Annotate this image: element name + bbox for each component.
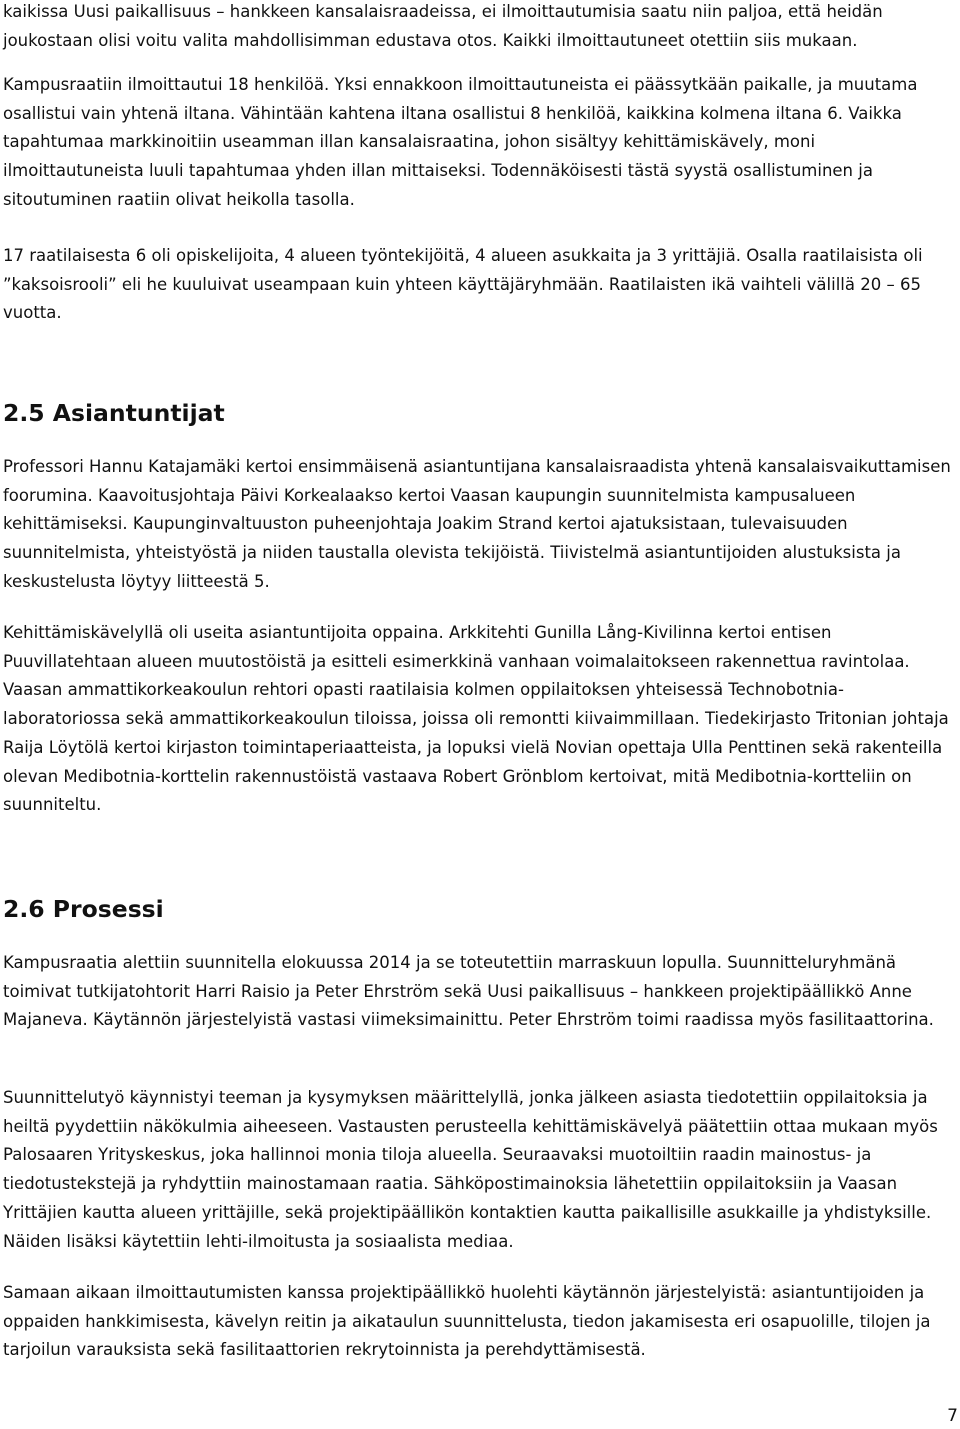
section-25-paragraph-1: Professori Hannu Katajamäki kertoi ensimmäisenä asiantuntijana kansalaisraadista yhtenä kansalaisvaikuttamisen foorumina. Kaavoitusjohtaja Päivi Korkealaakso kertoi Vaasan kaupungin suunnitelmista kampusalueen kehittämiseksi. Kaupunginvaltuuston puheenjohtaja Joakim Strand kertoi ajatuksistaan, tulevaisuuden suunnitelmista, yhteistyöstä ja niiden taustalla olevista tekijöistä. Tiivistelmä asiantuntijoiden alustuksista ja keskustelusta löytyy liitteestä 5. [3,457,951,591]
section-26-paragraph-2: Suunnittelutyö käynnistyi teeman ja kysymyksen määrittelyllä, jonka jälkeen asiasta tiedotettiin oppilaitoksia ja heiltä pyydettiin näkökulmia aiheeseen. Vastausten perusteella kehittämiskävelyä päätettiin ottaa mukaan myös Palosaaren Yrityskeskus, joka hallinnoi monia tiloja alueella. Seuraavaksi muotoiltiin raadin mainostus- ja tiedotustekstejä ja ryhdyttiin mainostamaan raatia. Sähköpostimainoksia lähetettiin oppilaitoksiin ja Vaasan Yrittäjien kautta alueen yrittäjille, sekä projektipäällikön kontaktien kautta paikallisille asukkaille ja yhdistyksille. Näiden lisäksi käytettiin lehti-ilmoitusta ja sosiaalista mediaa. [3,1088,938,1251]
section-26-paragraph-1: Kampusraatia alettiin suunnitella elokuussa 2014 ja se toteutettiin marraskuun lopulla. Suunnitteluryhmänä toimivat tutkijatohtorit Harri Raisio ja Peter Ehrström sekä Uusi paikallisuus – hankkeen projektipäällikkö Anne Majaneva. Käytännön järjestelyistä vastasi viimeksimainittu. Peter Ehrström toimi raadissa myös fasilitaattorina. [3,953,934,1030]
section-heading-asiantuntijat: 2.5 Asiantuntijat [3,399,225,427]
intro-paragraph-1: kaikissa Uusi paikallisuus – hankkeen kansalaisraadeissa, ei ilmoittautumisia saatu niin paljoa, että heidän joukostaan olisi voitu valita mahdollisimman edustava otos. Kaikki ilmoittautuneet otettiin siis mukaan. [3,2,883,50]
section-heading-prosessi: 2.6 Prosessi [3,895,164,923]
section-26-paragraph-3: Samaan aikaan ilmoittautumisten kanssa projektipäällikkö huolehti käytännön järjestelyistä: asiantuntijoiden ja oppaiden hankkimisesta, kävelyn reitin ja aikataulun suunnittelusta, tiedon jakamisesta eri osapuolille, tilojen ja tarjoilun varauksista sekä fasilitaattorien rekrytoinnista ja perehdyttämisestä. [3,1283,931,1360]
section-25-paragraph-2: Kehittämiskävelyllä oli useita asiantuntijoita oppaina. Arkkitehti Gunilla Lång-Kivilinna kertoi entisen Puuvillatehtaan alueen muutostöistä ja esitteli esimerkkinä vanhaan voimalaitokseen rakennettua ravintolaa. Vaasan ammattikorkeakoulun rehtori opasti raatilaisia kolmen oppilaitoksen yhteisessä Technobotnia-laboratoriossa sekä ammattikorkeakoulun tiloissa, joissa oli remontti kiivaimmillaan. Tiedekirjasto Tritonian johtaja Raija Löytölä kertoi kirjaston toimintaperiaatteista, ja lopuksi vielä Novian opettaja Ulla Penttinen sekä rakenteilla olevan Medibotnia-korttelin rakennustöistä vastaava Robert Grönblom kertoivat, mitä Medibotnia-kortteliin on suunniteltu. [3,623,949,815]
intro-paragraph-3: 17 raatilaisesta 6 oli opiskelijoita, 4 alueen työntekijöitä, 4 alueen asukkaita ja 3 yrittäjiä. Osalla raatilaisista oli ”kaksoisrooli” eli he kuuluivat useampaan kuin yhteen käyttäjäryhmään. Raatilaisten ikä vaihteli välillä 20 – 65 vuotta. [3,246,923,323]
intro-paragraph-2: Kampusraatiin ilmoittautui 18 henkilöä. Yksi ennakkoon ilmoittautuneista ei päässytkään paikalle, ja muutama osallistui vain yhtenä iltana. Vähintään kahtena iltana osallistui 8 henkilöä, kaikkina kolmena iltana 6. Vaikka tapahtumaa markkinoitiin useamman illan kansalaisraatina, johon sisältyy kehittämiskävely, moni ilmoittautuneista luuli tapahtumaa yhden illan mittaiseksi. Todennäköisesti tästä syystä osallistuminen ja sitoutuminen raatiin olivat heikolla tasolla. [3,75,918,209]
page-number: 7 [947,1406,958,1426]
